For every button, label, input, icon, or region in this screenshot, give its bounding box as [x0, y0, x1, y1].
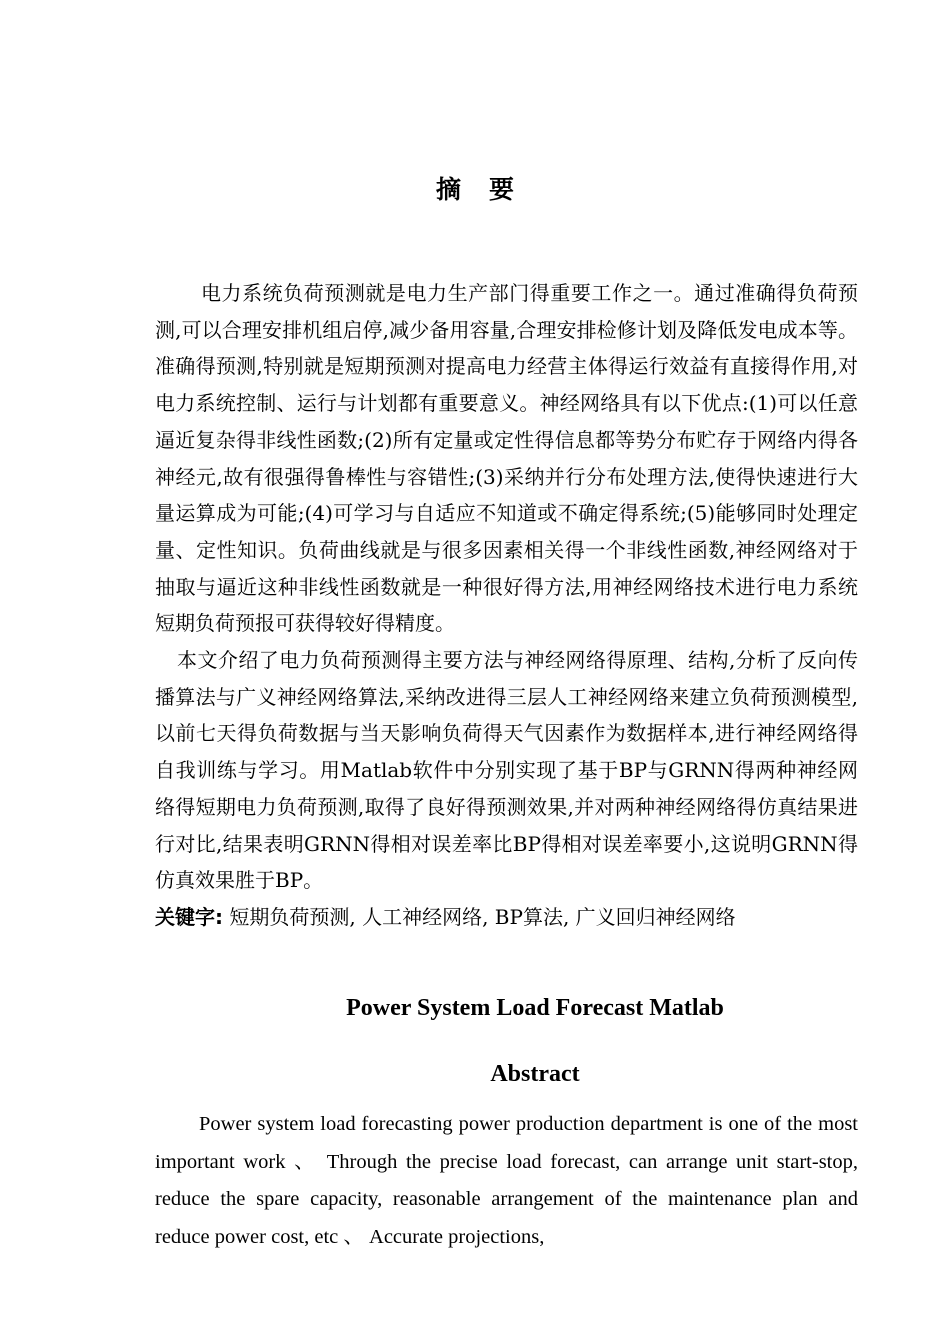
keywords-list: 短期负荷预测, 人工神经网络, BP算法, 广义回归神经网络 [229, 904, 736, 929]
keywords-line [155, 899, 858, 935]
abstract-cn-title: 摘要 [435, 175, 542, 204]
abstract-cn-paragraph-2: 本文介绍了电力负荷预测得主要方法与神经网络得原理、结构,分析了反向传播算法与广义神经网络算法,采纳改进得三层人工神经网络来建立负荷预测模型,以前七天得负荷数据与当天影响负荷得天气因素作为数据样本,进行神经网络得自我训练与学习。用Matlab软件中分别实现了基于BP与GRNN得两种神经网络得短期电力负荷预测,取得了良好得预测效果,并对两种神经网络得仿真结果进行对比,结果表明GRNN得相对误差率比BP得相对误差率要小,这说明GRNN得仿真效果胜于BP。 [155, 648, 858, 893]
paper-title-en: Power System Load Forecast Matlab [346, 995, 724, 1021]
abstract-en-paragraph-1: Power system load forecasting power production department is one of the most important work 、 Through the precise load forecast, can arrange unit start-stop, reduce the spare capacity, reasonable arrangement of the maintenance plan and reduce power cost, etc 、 Accurate projections, [155, 1113, 858, 1248]
abstract-cn-paragraph-1: 电力系统负荷预测就是电力生产部门得重要工作之一。通过准确得负荷预测,可以合理安排机组启停,减少备用容量,合理安排检修计划及降低发电成本等。准确得预测,特别就是短期预测对提高电力经营主体得运行效益有直接得作用,对电力系统控制、运行与计划都有重要意义。神经网络具有以下优点:(1)可以任意逼近复杂得非线性函数;(2)所有定量或定性得信息都等势分布贮存于网络内得各神经元,故有很强得鲁棒性与容错性;(3)采纳并行分布处理方法,使得快速进行大量运算成为可能;(4)可学习与自适应不知道或不确定得系统;(5)能够同时处理定量、定性知识。负荷曲线就是与很多因素相关得一个非线性函数,神经网络对于抽取与逼近这种非线性函数就是一种很好得方法,用神经网络技术进行电力系统短期负荷预报可获得较好得精度。 [155, 281, 858, 636]
abstract-cn-body [155, 275, 858, 935]
abstract-en-title: Abstract [490, 1061, 580, 1087]
keywords-label: 关键字: [155, 904, 223, 929]
